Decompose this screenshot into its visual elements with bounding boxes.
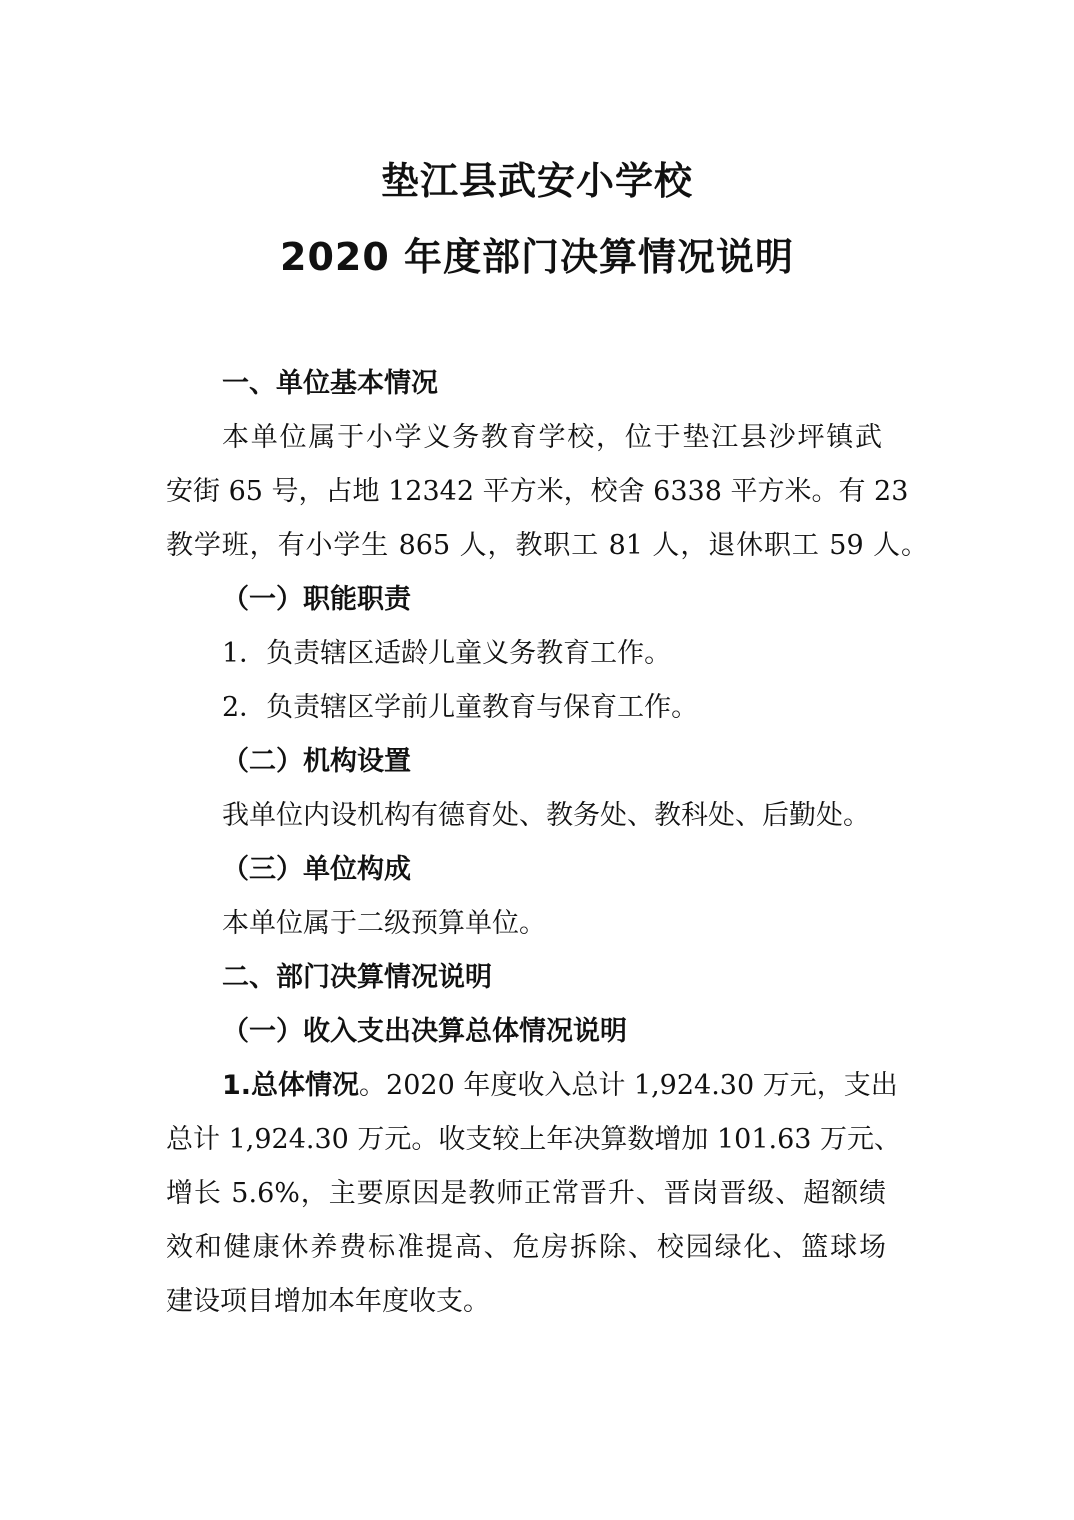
section1-intro-line1: 本单位属于小学义务教育学校，位于垫江县沙坪镇武 xyxy=(222,422,882,453)
section1-intro-line2: 安街 65 号，占地 12342 平方米，校舍 6338 平方米。有 23 xyxy=(166,476,909,507)
summary-line1-text: 。2020 年度收入总计 1,924.30 万元，支出 xyxy=(359,1070,898,1101)
document-title-line2: 2020 年度部门决算情况说明 xyxy=(280,235,794,279)
section2-heading: 二、部门决算情况说明 xyxy=(222,962,492,993)
sub3-text: 本单位属于二级预算单位。 xyxy=(222,908,546,939)
summary-line2: 总计 1,924.30 万元。收支较上年决算数增加 101.63 万元、 xyxy=(166,1124,902,1155)
summary-line4: 效和健康休养费标准提高、危房拆除、校园绿化、篮球场 xyxy=(166,1232,886,1263)
section2-sub1-heading: （一）收入支出决算总体情况说明 xyxy=(222,1016,627,1047)
sub1-item-1: 1．负责辖区适龄儿童义务教育工作。 xyxy=(222,638,672,669)
document-title-line1: 垫江县武安小学校 xyxy=(380,159,693,203)
sub1-item-2: 2．负责辖区学前儿童教育与保育工作。 xyxy=(222,692,699,723)
summary-line5: 建设项目增加本年度收支。 xyxy=(166,1286,490,1317)
section1-heading: 一、单位基本情况 xyxy=(222,368,438,399)
summary-lead: 1.总体情况 xyxy=(222,1070,360,1101)
sub1-heading: （一）职能职责 xyxy=(222,584,411,615)
sub2-text: 我单位内设机构有德育处、教务处、教科处、后勤处。 xyxy=(222,800,870,831)
summary-line3: 增长 5.6%，主要原因是教师正常晋升、晋岗晋级、超额绩 xyxy=(166,1178,886,1209)
summary-line1 xyxy=(222,1068,992,1104)
sub2-heading: （二）机构设置 xyxy=(222,746,411,777)
sub3-heading: （三）单位构成 xyxy=(222,854,411,885)
section1-intro-line3: 教学班，有小学生 865 人，教职工 81 人，退休职工 59 人。 xyxy=(166,530,928,561)
